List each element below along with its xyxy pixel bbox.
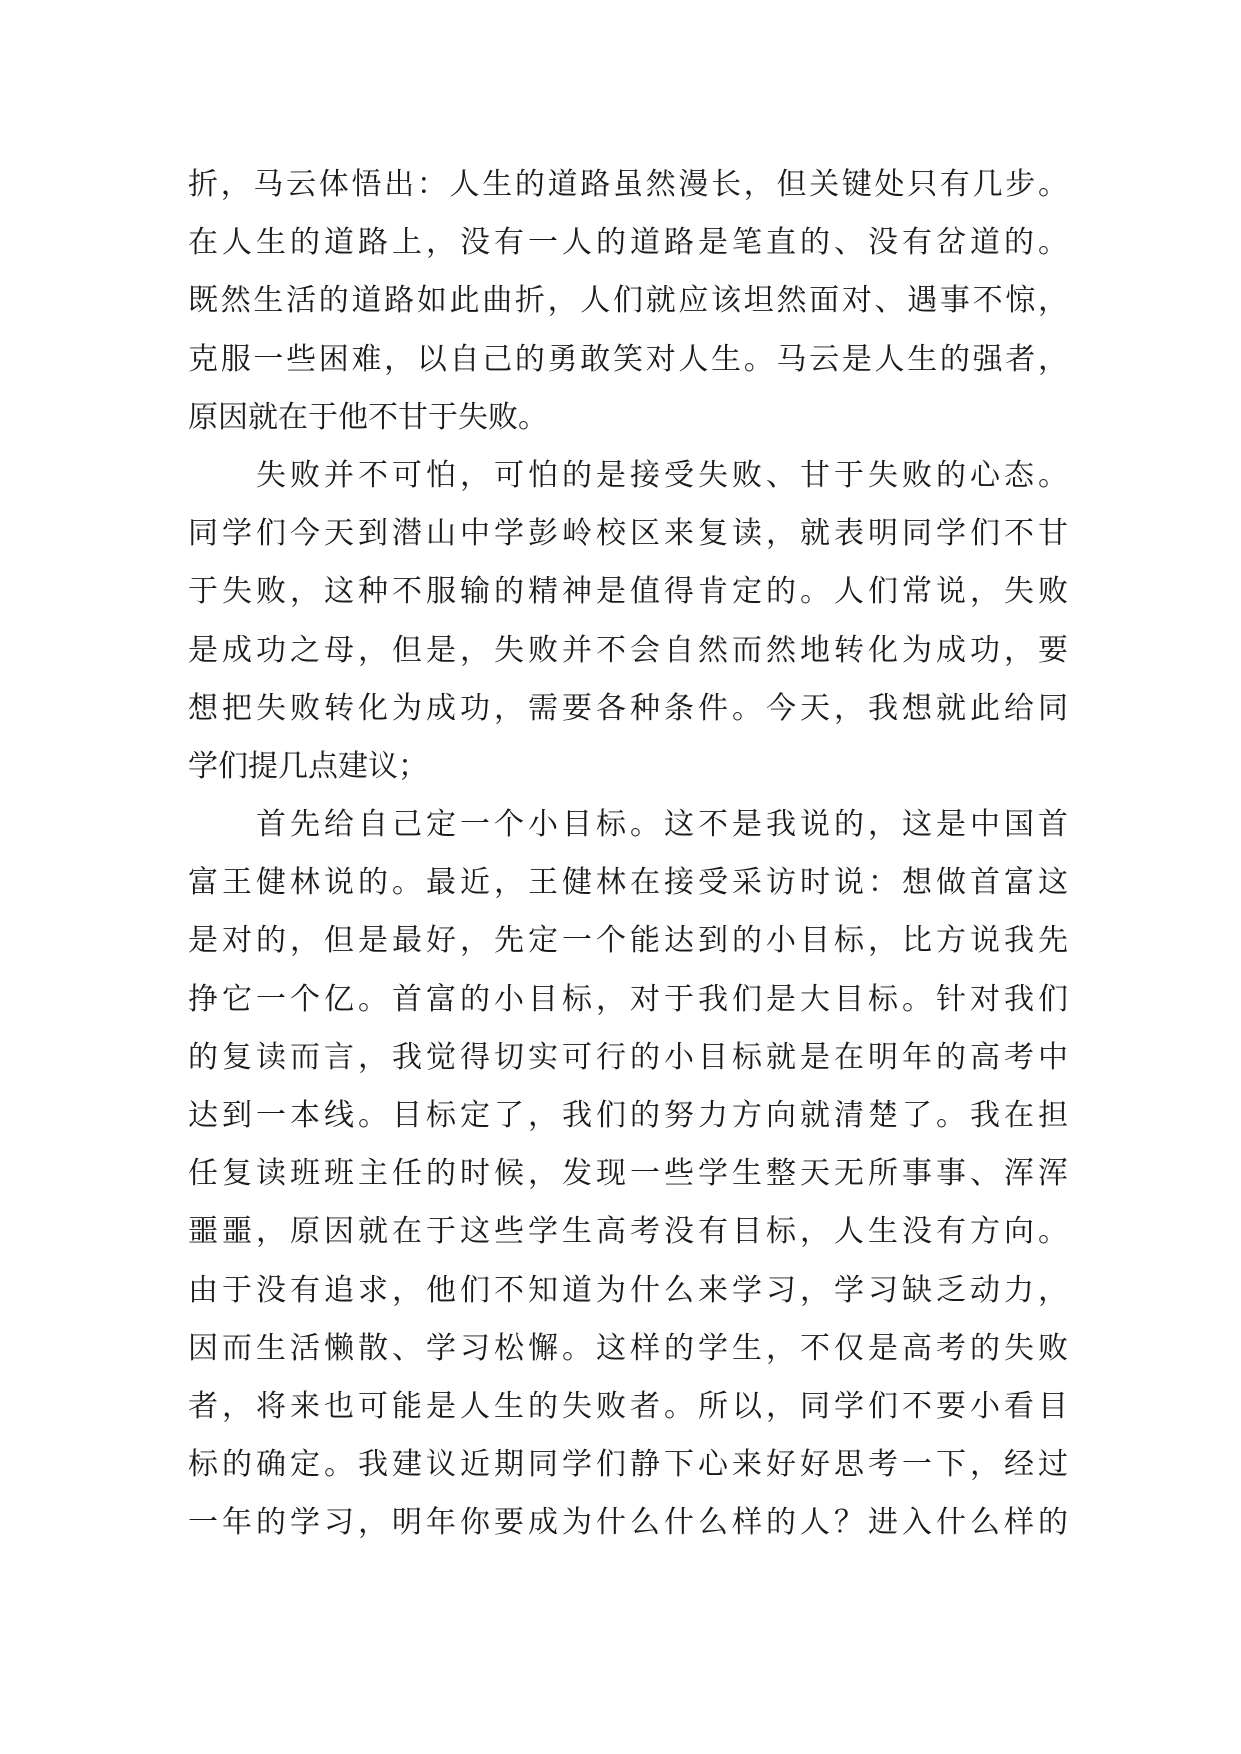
paragraph-1 <box>188 156 1068 447</box>
paragraph-2 <box>188 447 1068 796</box>
text-line: 达到一本线。目标定了，我们的努力方向就清楚了。我在担 <box>188 1098 1068 1133</box>
text-line: 的复读而言，我觉得切实可行的小目标就是在明年的高考中 <box>188 1039 1068 1075</box>
text-line: 一年的学习，明年你要成为什么什么样的人？进入什么样的 <box>188 1505 1068 1541</box>
text-line: 于失败，这种不服输的精神是值得肯定的。人们常说，失败 <box>188 574 1068 610</box>
text-line: 任复读班班主任的时候，发现一些学生整天无所事事、浑浑 <box>188 1156 1068 1192</box>
text-line: 富王健林说的。最近，王健林在接受采访时说：想做首富这 <box>188 865 1068 901</box>
text-line: 者，将来也可能是人生的失败者。所以，同学们不要小看目 <box>188 1388 1068 1424</box>
text-line: 标的确定。我建议近期同学们静下心来好好思考一下，经过 <box>188 1447 1068 1483</box>
text-line: 因而生活懒散、学习松懈。这样的学生，不仅是高考的失败 <box>188 1330 1068 1366</box>
paragraph-3 <box>188 796 1068 1552</box>
text-line: 首先给自己定一个小目标。这不是我说的，这是中国首 <box>256 807 1068 843</box>
text-line: 折，马云体悟出：人生的道路虽然漫长，但关键处只有几步。 <box>188 167 1068 202</box>
text-line: 在人生的道路上，没有一人的道路是笔直的、没有岔道的。 <box>188 225 1068 261</box>
text-line: 想把失败转化为成功，需要各种条件。今天，我想就此给同 <box>188 690 1068 726</box>
text-line: 噩噩，原因就在于这些学生高考没有目标，人生没有方向。 <box>188 1214 1068 1250</box>
text-line: 学们提几点建议； <box>188 748 428 784</box>
text-line: 失败并不可怕，可怕的是接受失败、甘于失败的心态。 <box>256 457 1068 493</box>
text-line: 克服一些困难，以自己的勇敢笑对人生。马云是人生的强者， <box>188 341 1068 377</box>
document-body <box>188 156 1068 1553</box>
text-line: 既然生活的道路如此曲折，人们就应该坦然面对、遇事不惊， <box>188 283 1068 319</box>
text-line: 挣它一个亿。首富的小目标，对于我们是大目标。针对我们 <box>188 981 1068 1017</box>
text-line: 是成功之母，但是，失败并不会自然而然地转化为成功，要 <box>188 632 1068 668</box>
text-line: 由于没有追求，他们不知道为什么来学习，学习缺乏动力， <box>188 1272 1068 1308</box>
text-line: 是对的，但是最好，先定一个能达到的小目标，比方说我先 <box>188 923 1068 959</box>
text-line: 原因就在于他不甘于失败。 <box>188 399 548 435</box>
text-line: 同学们今天到潜山中学彭岭校区来复读，就表明同学们不甘 <box>188 516 1068 552</box>
